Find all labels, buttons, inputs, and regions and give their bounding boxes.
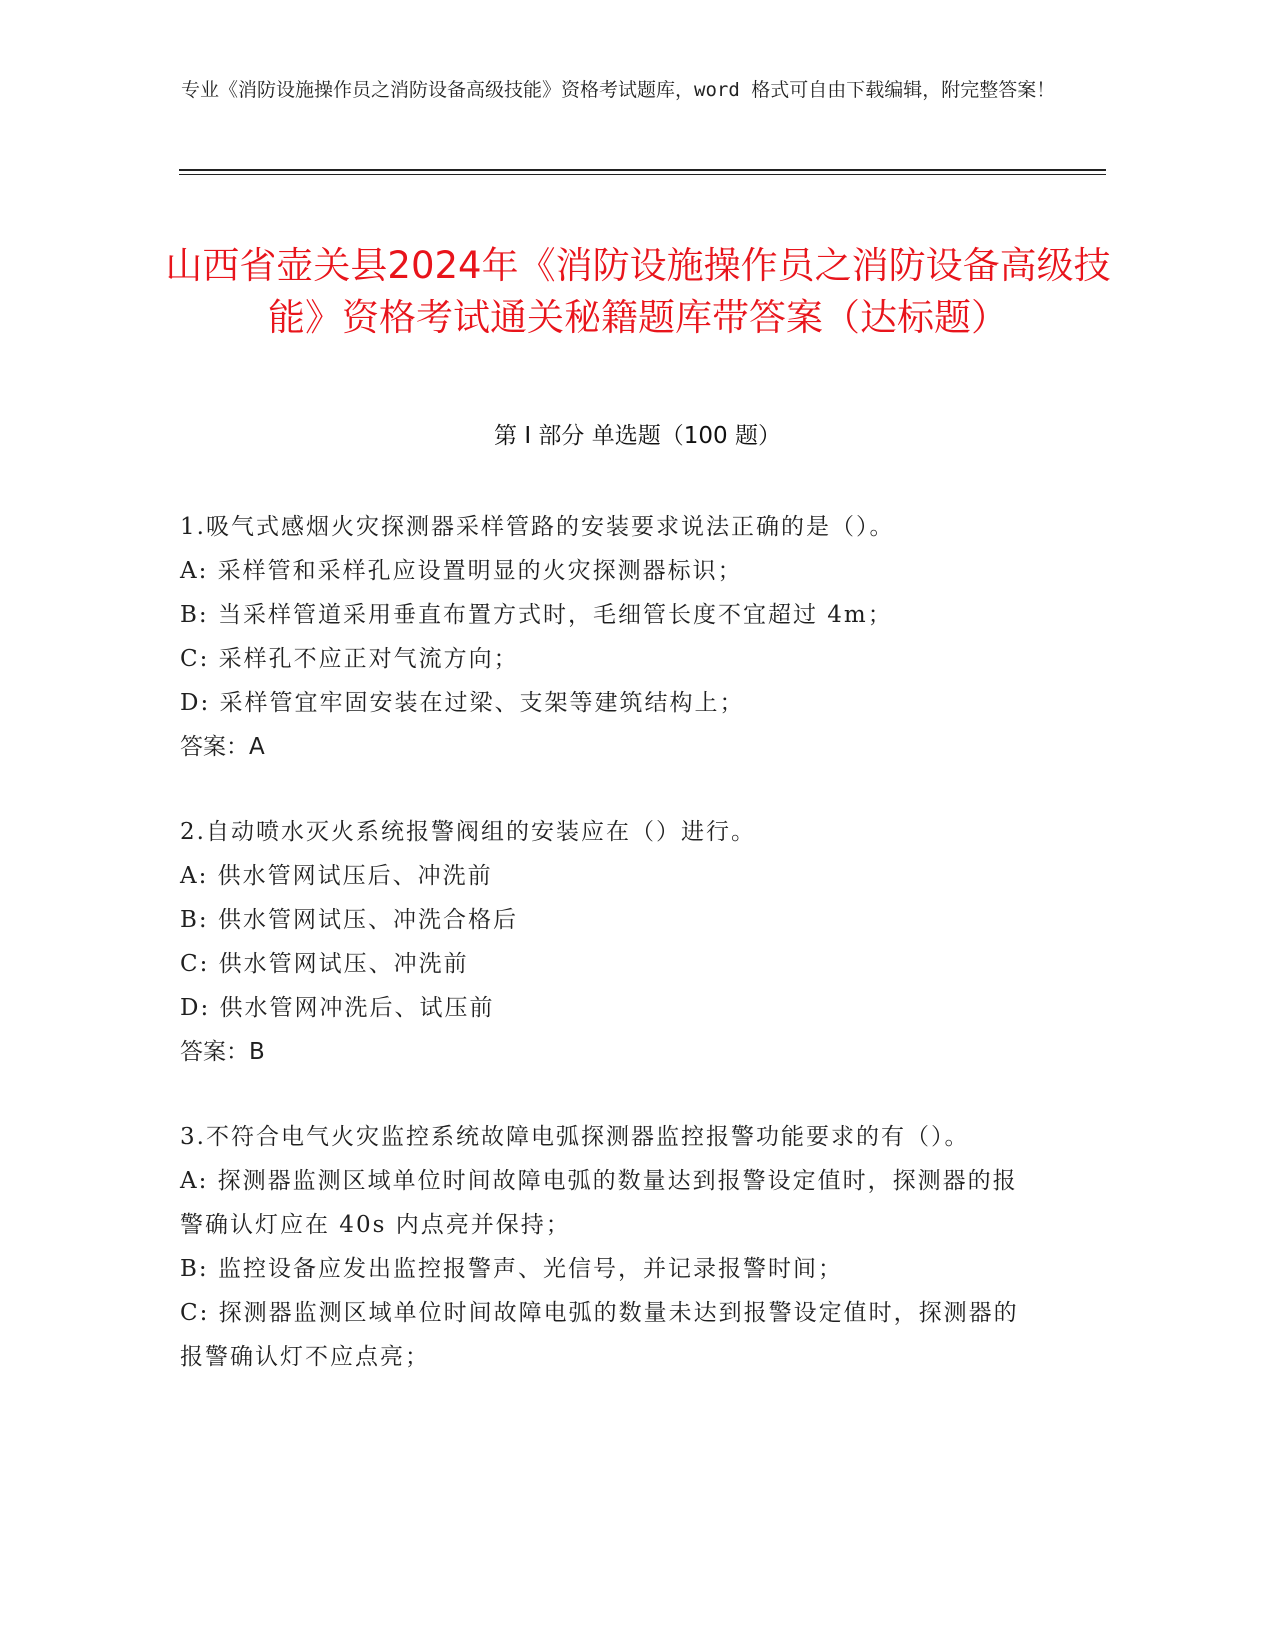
option-c: C: 探测器监测区域单位时间故障电弧的数量未达到报警设定值时，探测器的报警确认灯不应点亮； xyxy=(180,1300,1019,1370)
option-d: D: 供水管网冲洗后、试压前 xyxy=(180,995,495,1021)
question-list xyxy=(180,505,1030,1420)
header-text: 专业《消防设施操作员之消防设备高级技能》资格考试题库，word 格式可自由下载编辑，附完整答案！ xyxy=(181,79,1056,101)
question-2 xyxy=(180,810,1030,1074)
answer-text: 答案：A xyxy=(180,734,265,760)
document-title: 山西省壶关县2024年《消防设施操作员之消防设备高级技能》资格考试通关秘籍题库带答案（达标题） xyxy=(165,243,1111,339)
option-a: A: 采样管和采样孔应设置明显的火灾探测器标识； xyxy=(180,558,743,584)
header-divider-thin xyxy=(179,174,1106,175)
option-b: B: 供水管网试压、冲洗合格后 xyxy=(180,907,518,933)
answer-text: 答案：B xyxy=(180,1039,265,1065)
page-header xyxy=(181,74,1081,106)
question-1 xyxy=(180,505,1030,769)
section-title: 第 I 部分 单选题（100 题） xyxy=(494,423,781,449)
question-stem: 2.自动喷水灭火系统报警阀组的安装应在（）进行。 xyxy=(180,819,756,845)
header-divider xyxy=(179,169,1106,171)
option-b: B: 当采样管道采用垂直布置方式时，毛细管长度不宜超过 4m； xyxy=(180,602,893,628)
option-b: B: 监控设备应发出监控报警声、光信号，并记录报警时间； xyxy=(180,1256,843,1282)
option-c: C: 供水管网试压、冲洗前 xyxy=(180,951,469,977)
question-stem: 1.吸气式感烟火灾探测器采样管路的安装要求说法正确的是（）。 xyxy=(180,514,895,540)
option-d: D: 采样管宜牢固安装在过梁、支架等建筑结构上； xyxy=(180,690,745,716)
option-c: C: 采样孔不应正对气流方向； xyxy=(180,646,519,672)
question-stem: 3.不符合电气火灾监控系统故障电弧探测器监控报警功能要求的有（）。 xyxy=(180,1124,970,1150)
question-3 xyxy=(180,1115,1030,1379)
option-a: A: 供水管网试压后、冲洗前 xyxy=(180,863,493,889)
option-a: A: 探测器监测区域单位时间故障电弧的数量达到报警设定值时，探测器的报警确认灯应在 40s 内点亮并保持； xyxy=(180,1168,1018,1238)
